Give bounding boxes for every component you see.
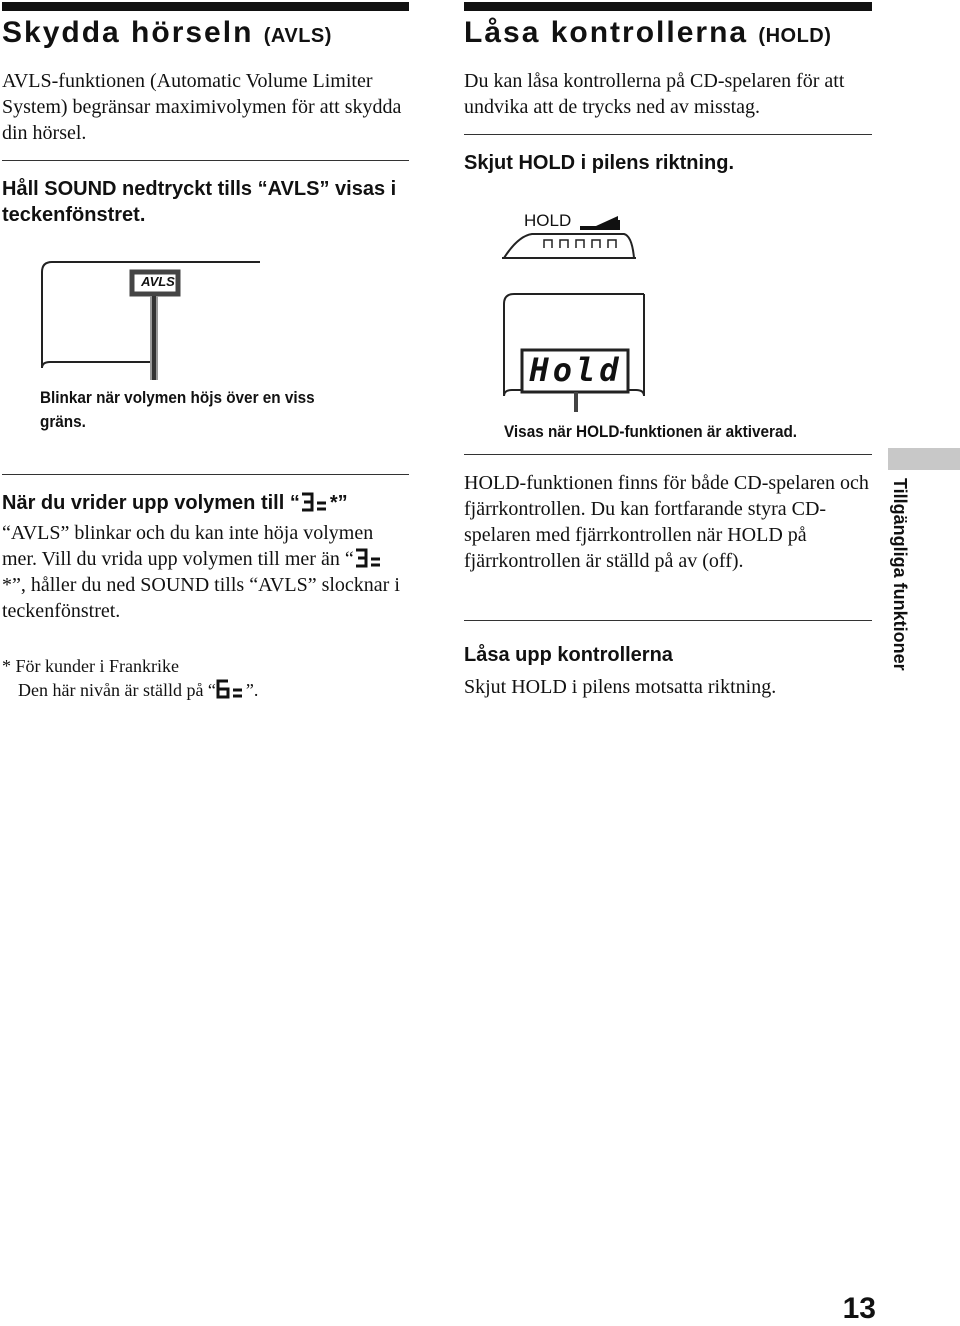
side-tab-marker bbox=[888, 448, 960, 470]
hold-intro: Du kan låsa kontrollerna på CD-spelaren för att undvika att de trycks ned av misstag. bbox=[464, 70, 845, 118]
page-number: 13 bbox=[842, 1292, 876, 1325]
footnote-1: * För kunder i Frankrike bbox=[2, 656, 179, 676]
right-divider-1 bbox=[464, 134, 872, 135]
hold-step: Skjut HOLD i pilens riktning. bbox=[464, 152, 735, 174]
lcd-level-3-icon bbox=[354, 548, 384, 568]
left-title-sub: (AVLS) bbox=[263, 25, 332, 47]
left-section-title bbox=[2, 14, 332, 55]
unlock-body: Skjut HOLD i pilens motsatta riktning. bbox=[464, 676, 777, 698]
volume-note-heading bbox=[2, 490, 402, 516]
right-divider-3 bbox=[464, 620, 872, 621]
avls-display-label: AVLS bbox=[141, 274, 175, 289]
right-title-sub: (HOLD) bbox=[758, 25, 832, 47]
volume-note-heading-pre: När du vrider upp volymen till “ bbox=[2, 492, 300, 514]
hold-caption: Visas när HOLD-funktionen är aktiverad. bbox=[504, 422, 798, 441]
volume-note-body bbox=[2, 520, 407, 624]
avls-caption: Blinkar när volymen höjs över en viss gräns. bbox=[40, 388, 315, 431]
footnote-2-pre: Den här nivån är ställd på “ bbox=[18, 680, 216, 700]
lcd-level-3-icon bbox=[300, 492, 330, 512]
volume-note-heading-post: *” bbox=[329, 492, 348, 514]
hold-body: HOLD-funktionen finns för både CD-spelaren och fjärrkontrollen. Du kan fortfarande styra CD-spelaren med fjärrkontrollen när HOLD på fjärrkontrollen är ställd på av (off). bbox=[464, 472, 869, 572]
volume-note-body-2: *”, håller du ned SOUND tills “AVLS” slocknar i teckenfönstret. bbox=[2, 574, 400, 622]
hold-display-text: Hold bbox=[529, 351, 623, 389]
footnote-2 bbox=[18, 678, 408, 702]
lcd-level-6-icon bbox=[216, 679, 246, 699]
left-title-text: Skydda hörseln bbox=[2, 16, 254, 49]
right-section-title bbox=[464, 14, 831, 55]
hold-switch-illustration bbox=[500, 210, 640, 262]
side-tab-label: Tillgängliga funktioner bbox=[890, 478, 910, 671]
right-divider-2 bbox=[464, 454, 872, 455]
left-divider-1 bbox=[2, 160, 409, 161]
avls-step: Håll SOUND nedtryckt tills “AVLS” visas i teckenfönstret. bbox=[2, 178, 397, 226]
left-divider-2 bbox=[2, 474, 409, 475]
avls-intro: AVLS-funktionen (Automatic Volume Limiter System) begränsar maximivolymen för att skydda din hörsel. bbox=[2, 70, 402, 144]
footnote-2-post: ”. bbox=[245, 680, 259, 700]
hold-switch-label: HOLD bbox=[524, 211, 572, 230]
volume-note-body-1: “AVLS” blinkar och du kan inte höja volymen mer. Vill du vrida upp volymen till mer än “ bbox=[2, 522, 374, 570]
left-heading-bar bbox=[2, 2, 409, 11]
right-title-text: Låsa kontrollerna bbox=[464, 16, 749, 49]
right-heading-bar bbox=[464, 2, 872, 11]
unlock-heading: Låsa upp kontrollerna bbox=[464, 644, 673, 666]
